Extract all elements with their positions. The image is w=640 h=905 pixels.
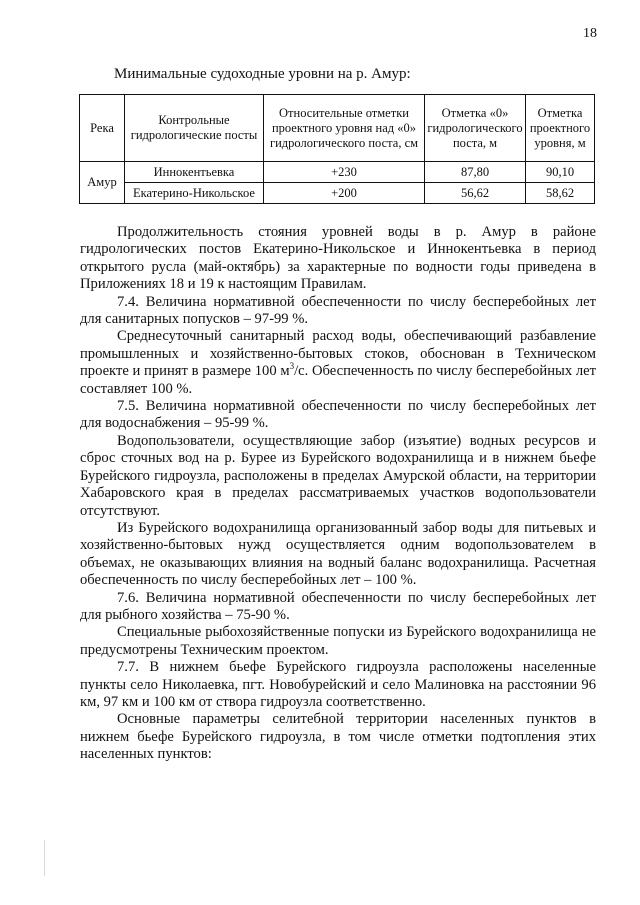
post-cell: Иннокентьевка — [125, 162, 264, 183]
paragraph-reservoir-intake: Из Бурейского водохранилища организованный забор воды для питьевых и хозяйственно-бытовых нужд осуществляется одним водопользователем в объемах, не оказывающих влияния на водный баланс водохранилища. Расчетная обеспеченность по числу бесперебойных лет – 100 %. — [80, 519, 596, 589]
paragraph-7-6: 7.6. Величина нормативной обеспеченности по числу бесперебойных лет для рыбного хозяйства – 75-90 %. — [80, 589, 596, 623]
paragraph-fishery-releases: Специальные рыбохозяйственные попуски из Бурейского водохранилища не предусмотрены Техническим проектом. — [80, 624, 596, 658]
header-river: Река — [80, 95, 125, 162]
header-post: Контрольные гидрологические посты — [125, 95, 264, 162]
page-number: 18 — [583, 26, 597, 41]
paragraph-7-4: 7.4. Величина нормативной обеспеченности по числу бесперебойных лет для санитарных попусков – 97-99 %. — [80, 293, 596, 328]
body-text — [80, 224, 596, 764]
relative-mark-cell: +200 — [264, 183, 425, 204]
relative-mark-cell: +230 — [264, 162, 425, 183]
paragraph-7-7: 7.7. В нижнем бьефе Бурейского гидроузла расположены населенные пункты село Николаевка, пгт. Новобурейский и село Малиновка на расстоянии 96 км, 97 км и 100 км от створа гидроузла соответственно. — [80, 659, 596, 710]
header-design-level: Отметка проектного уровня, м — [526, 95, 595, 162]
sanitary-flow-text-end: /с. Обеспеченность по числу бесперебойных лет составляет 100 %. — [80, 363, 596, 397]
scan-artifact — [44, 840, 45, 876]
table-row — [80, 183, 595, 204]
cubic-superscript: 3 — [289, 361, 295, 372]
paragraph-water-users: Водопользователи, осуществляющие забор (изъятие) водных ресурсов и сброс сточных вод на р. Бурее из Бурейского водохранилища и в нижнем бьефе Бурейского гидроузла, расположены в пределах Амурской области, на территории Хабаровского края в пределах рассматриваемых участков водопользователи отсутствуют. — [80, 432, 596, 519]
header-zero-mark: Отметка «0» гидрологического поста, м — [425, 95, 526, 162]
paragraph-7-5: 7.5. Величина нормативной обеспеченности по числу бесперебойных лет для водоснабжения – 95-99 %. — [80, 398, 596, 432]
table-header-row — [80, 95, 595, 162]
river-cell: Амур — [80, 162, 125, 204]
design-level-cell: 90,10 — [526, 162, 595, 183]
zero-mark-cell: 56,62 — [425, 183, 526, 204]
paragraph-residential-params: Основные параметры селитебной территории населенных пунктов в нижнем бьефе Бурейского гидроузла, в том числе отметки подтопления этих населенных пунктов: — [80, 711, 596, 763]
header-relative-mark: Относительные отметки проектного уровня над «0» гидрологического поста, см — [264, 95, 425, 162]
table-row — [80, 162, 595, 183]
navigation-levels-table — [79, 94, 595, 204]
paragraph-sanitary-flow — [80, 328, 596, 398]
paragraph-duration: Продолжительность стояния уровней воды в р. Амур в районе гидрологических постов Екатерино-Никольское и Иннокентьевка в период открытого русла (май-октябрь) за характерные по водности годы приведена в Приложениях 18 и 19 к настоящим Правилам. — [80, 224, 596, 293]
sanitary-flow-text: Среднесуточный санитарный расход воды, обеспечивающий разбавление промышленных и хозяйственно-бытовых стоков, обоснован в Техническом проекте и принят в размере 100 м — [80, 328, 596, 380]
zero-mark-cell: 87,80 — [425, 162, 526, 183]
design-level-cell: 58,62 — [526, 183, 595, 204]
post-cell: Екатерино-Никольское — [125, 183, 264, 204]
table-title: Минимальные судоходные уровни на р. Амур: — [114, 66, 411, 82]
